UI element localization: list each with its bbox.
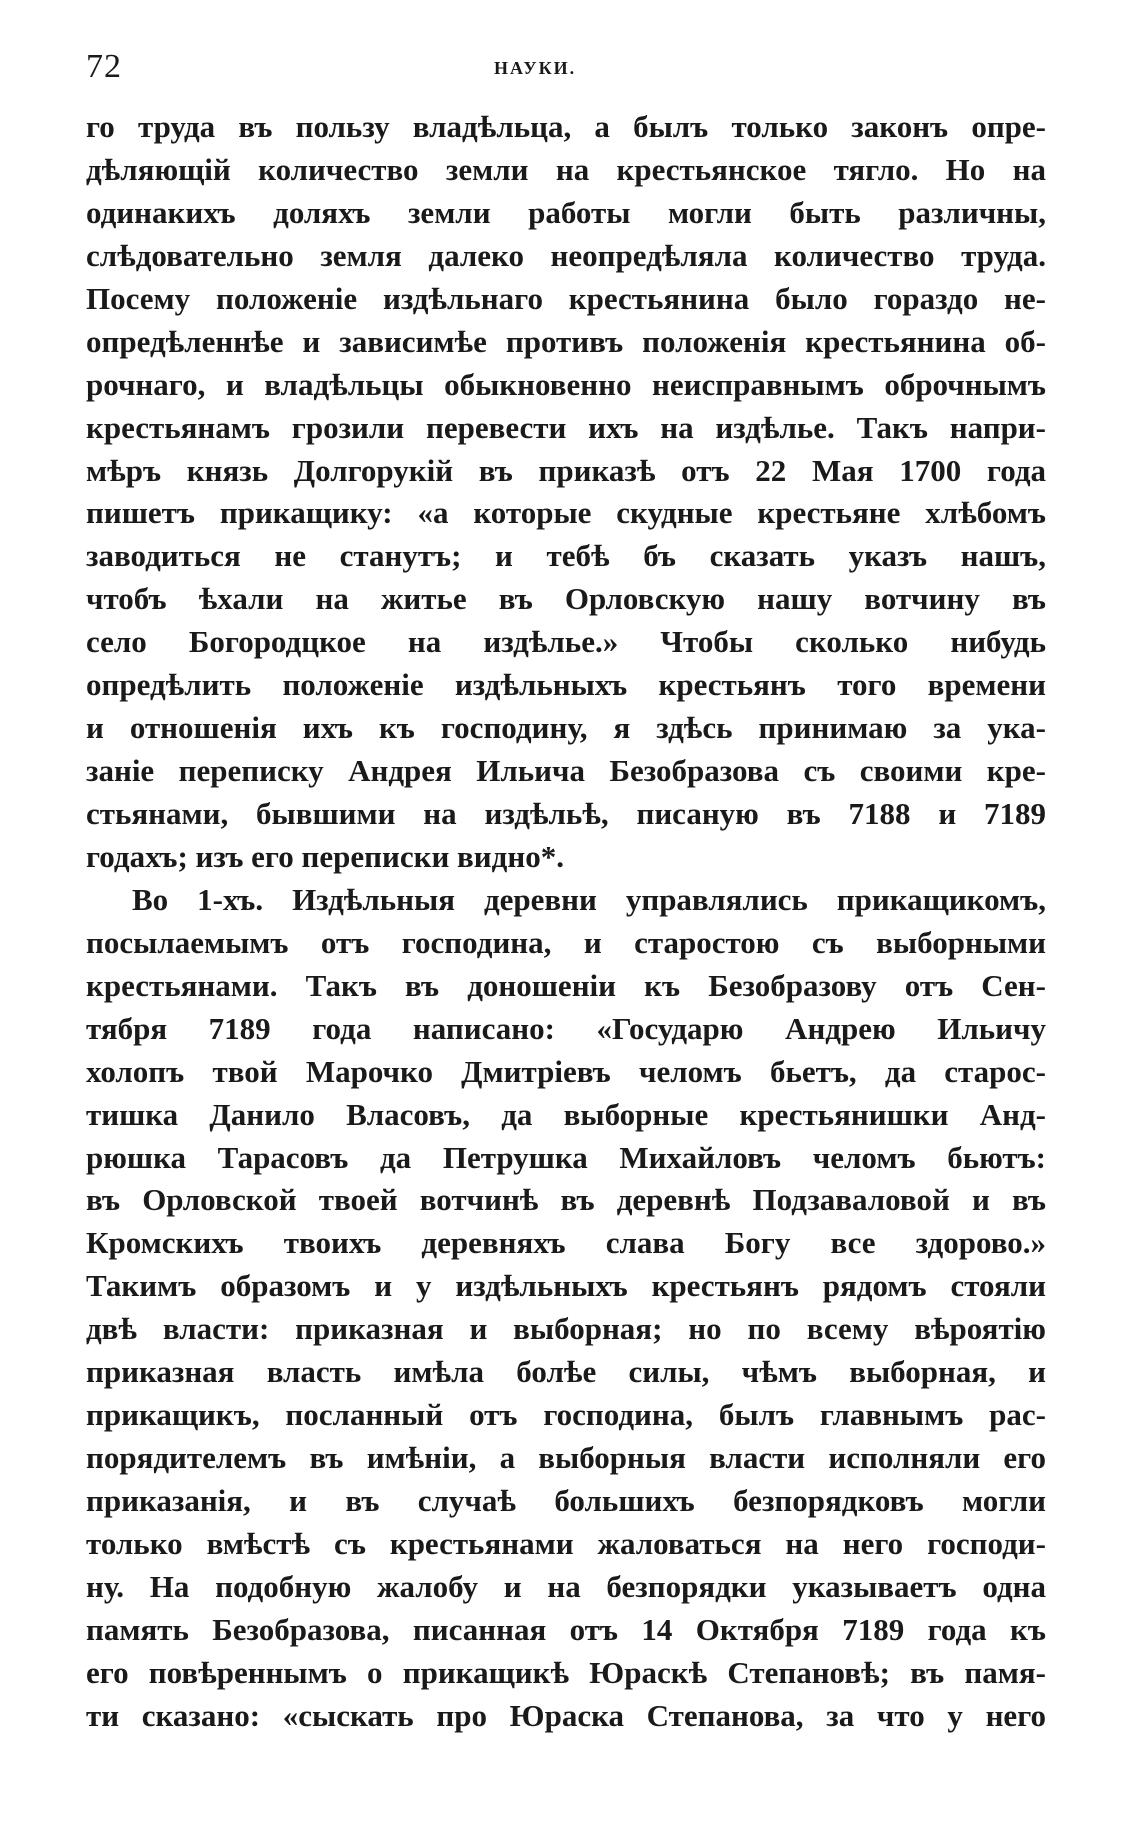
text-line: порядителемъ въ имѣніи, а выборныя власти исполняли его xyxy=(86,1440,1046,1476)
text-line: его повѣреннымъ о прикащикѣ Юраскѣ Степановѣ; въ памя- xyxy=(86,1654,1046,1690)
paragraph-2 xyxy=(86,879,1046,1738)
text-line: приказанія, и въ случаѣ большихъ безпорядковъ могли xyxy=(86,1483,1046,1518)
paragraph-1 xyxy=(86,106,1046,879)
text-line: прикащикъ, посланный отъ господина, былъ главнымъ рас- xyxy=(86,1397,1046,1433)
text-line: только вмѣстѣ съ крестьянами жаловаться на него господи- xyxy=(86,1525,1046,1561)
text-line: чтобъ ѣхали на житье въ Орловскую нашу вотчину въ xyxy=(86,581,1046,617)
text-line: опредѣленнѣе и зависимѣе противъ положенія крестьянина об- xyxy=(86,323,1046,359)
text-line: заніе переписку Андрея Ильича Безобразова съ своими кре- xyxy=(86,753,1046,789)
text-line: село Богородцкое на издѣлье.» Чтобы сколько нибудь xyxy=(86,624,1046,660)
text-line: опредѣлить положеніе издѣльныхъ крестьянъ того времени xyxy=(86,667,1046,703)
text-line: Такимъ образомъ и у издѣльныхъ крестьянъ рядомъ стояли xyxy=(86,1268,1046,1304)
running-head xyxy=(86,48,1046,92)
text-line: память Безобразова, писанная отъ 14 Октября 7189 года къ xyxy=(86,1611,1046,1647)
text-line: въ Орловской твоей вотчинѣ въ деревнѣ Подзаваловой и въ xyxy=(86,1182,1046,1218)
text-line: одинакихъ доляхъ земли работы могли быть различны, xyxy=(86,194,1046,230)
text-line: тишка Данило Власовъ, да выборные крестьянишки Анд- xyxy=(86,1096,1046,1132)
text-line: го труда въ пользу владѣльца, а былъ только законъ опре- xyxy=(86,109,1046,144)
text-line: стьянами, бывшими на издѣльѣ, писаную въ 7188 и 7189 xyxy=(86,796,1046,831)
text-line: рочнаго, и владѣльцы обыкновенно неисправнымъ оброчнымъ xyxy=(86,366,1046,402)
text-line: холопъ твой Марочко Дмитріевъ челомъ бьетъ, да старос- xyxy=(86,1053,1046,1089)
text-line: годахъ; изъ его переписки видно*. xyxy=(86,838,564,874)
text-line: Во 1-хъ. Издѣльныя деревни управлялись прикащикомъ, xyxy=(132,881,1046,917)
text-line: приказная власть имѣла болѣе силы, чѣмъ выборная, и xyxy=(86,1354,1046,1390)
text-line: мѣръ князь Долгорукій въ приказѣ отъ 22 Мая 1700 года xyxy=(86,452,1046,488)
text-line: и отношенія ихъ къ господину, я здѣсь принимаю за ука- xyxy=(86,710,1046,746)
text-line: двѣ власти: приказная и выборная; но по всему вѣроятію xyxy=(86,1311,1046,1347)
text-line: пишетъ прикащику: «а которые скудные крестьяне хлѣбомъ xyxy=(86,495,1046,531)
text-line: слѣдовательно земля далеко неопредѣляла количество труда. xyxy=(86,237,1046,273)
text-line: посылаемымъ отъ господина, и старостою съ выборными xyxy=(86,924,1046,960)
text-line: ну. На подобную жалобу и на безпорядки указываетъ одна xyxy=(86,1568,1046,1604)
page-number: 72 xyxy=(86,48,122,85)
section-title: НАУКИ. xyxy=(494,58,577,78)
text-line: крестьянами. Такъ въ доношеніи къ Безобразову отъ Сен- xyxy=(86,967,1046,1003)
text-line: Посему положеніе издѣльнаго крестьянина было гораздо не- xyxy=(86,280,1046,316)
body-text xyxy=(86,106,1046,1738)
text-line: рюшка Тарасовъ да Петрушка Михайловъ челомъ бьютъ: xyxy=(86,1139,1046,1175)
text-line: тября 7189 года написано: «Государю Андрею Ильичу xyxy=(86,1010,1046,1046)
text-line: ти сказано: «сыскать про Юраска Степанова, за что у него xyxy=(86,1697,1046,1733)
text-line: крестьянамъ грозили перевести ихъ на издѣлье. Такъ напри- xyxy=(86,409,1046,445)
text-line: заводиться не станутъ; и тебѣ бъ сказать указъ нашъ, xyxy=(86,538,1046,574)
text-line: дѣляющій количество земли на крестьянское тягло. Но на xyxy=(86,151,1046,187)
text-line: Кромскихъ твоихъ деревняхъ слава Богу все здорово.» xyxy=(86,1225,1046,1261)
